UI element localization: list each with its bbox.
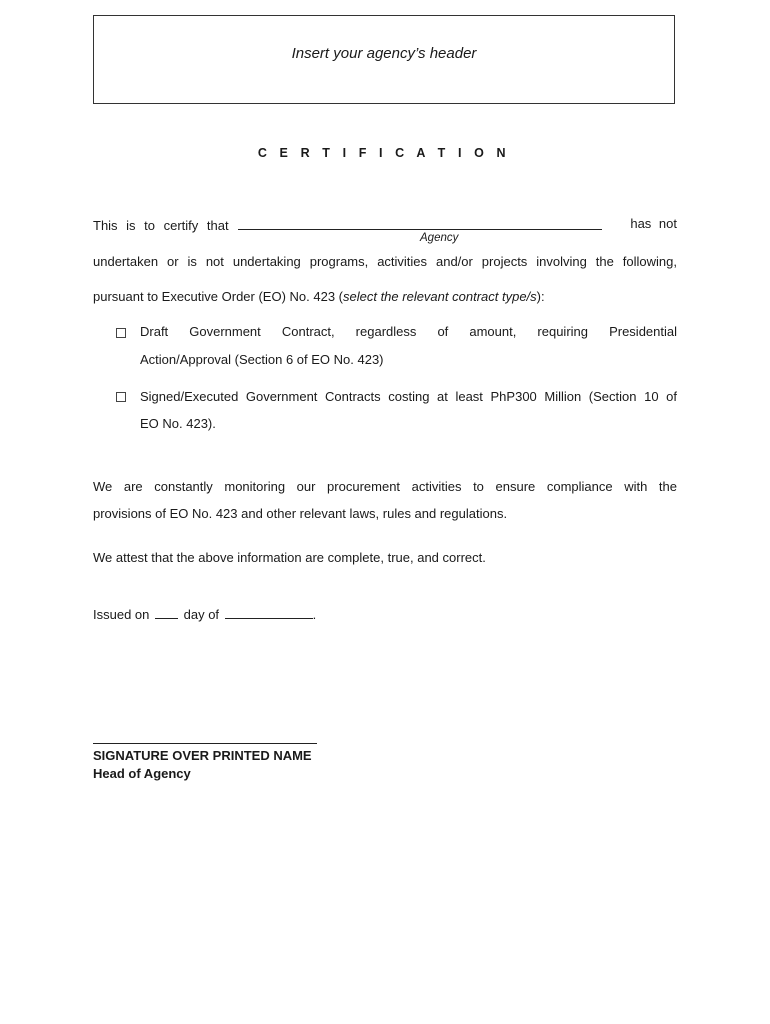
issued-prefix: Issued on bbox=[93, 607, 150, 622]
monitoring-line1: We are constantly monitoring our procurement activities to ensure compliance with the bbox=[93, 479, 677, 494]
certify-suffix: has not bbox=[630, 216, 677, 231]
option1-checkbox[interactable] bbox=[116, 328, 126, 338]
paragraph1-line3-prefix: pursuant to Executive Order (EO) No. 423 ( bbox=[93, 289, 343, 304]
document-title: C E R T I F I C A T I O N bbox=[257, 146, 511, 160]
issued-day-blank[interactable] bbox=[155, 605, 178, 619]
signature-name-label: SIGNATURE OVER PRINTED NAME bbox=[93, 748, 312, 763]
issued-month-blank[interactable] bbox=[225, 605, 313, 619]
issued-suffix: . bbox=[312, 607, 317, 622]
certify-prefix: This is to certify that bbox=[93, 218, 229, 233]
option2-line2: EO No. 423). bbox=[140, 416, 216, 431]
paragraph1-line2: undertaken or is not undertaking programs, activities and/or projects involving the following, bbox=[93, 254, 677, 269]
issued-middle: day of bbox=[183, 607, 220, 622]
signature-line[interactable] bbox=[93, 743, 317, 744]
paragraph1-line3 bbox=[93, 289, 677, 305]
option1-line1: Draft Government Contract, regardless of amount, requiring Presidential bbox=[140, 324, 677, 339]
option2-line1: Signed/Executed Government Contracts costing at least PhP300 Million (Section 10 of bbox=[140, 389, 677, 404]
option1-line2: Action/Approval (Section 6 of EO No. 423) bbox=[140, 352, 384, 367]
agency-header-placeholder: Insert your agency’s header bbox=[291, 45, 477, 62]
signature-role: Head of Agency bbox=[93, 766, 191, 781]
agency-label: Agency bbox=[420, 232, 459, 244]
agency-name-blank[interactable] bbox=[238, 216, 602, 230]
agency-header-box bbox=[93, 15, 675, 104]
paragraph1-line3-italic: select the relevant contract type/s bbox=[343, 289, 537, 304]
issued-line bbox=[93, 605, 316, 623]
paragraph1-line3-suffix: ): bbox=[536, 289, 545, 304]
option2-checkbox[interactable] bbox=[116, 392, 126, 402]
monitoring-line2: provisions of EO No. 423 and other relevant laws, rules and regulations. bbox=[93, 506, 508, 521]
attest-statement: We attest that the above information are complete, true, and correct. bbox=[93, 550, 486, 565]
certify-line bbox=[93, 216, 677, 234]
